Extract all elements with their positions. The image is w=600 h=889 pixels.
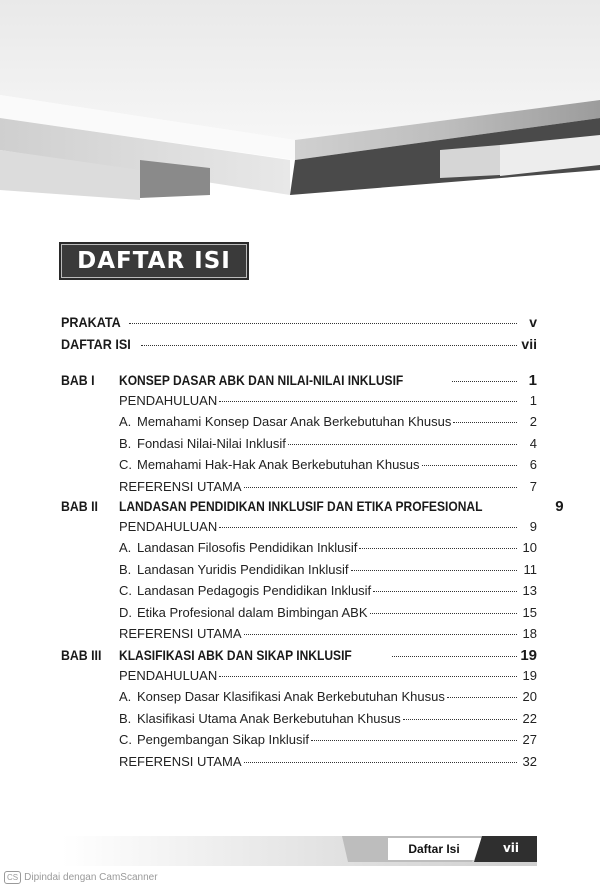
toc-page-number: 10 bbox=[522, 540, 537, 556]
toc-entry-text: Memahami Konsep Dasar Anak Berkebutuhan Khusus bbox=[137, 414, 452, 430]
leader-dots bbox=[359, 548, 517, 549]
leader-dots bbox=[373, 591, 517, 592]
toc-entry-text: Landasan Filosofis Pendidikan Inklusif bbox=[137, 540, 358, 556]
toc-entry-label bbox=[119, 583, 371, 598]
toc-page-number: vii bbox=[521, 336, 537, 352]
toc-page-number: 15 bbox=[522, 604, 537, 620]
leader-dots bbox=[403, 719, 517, 720]
toc-entry-text: Konsep Dasar Klasifikasi Anak Berkebutuhan Khusus bbox=[137, 689, 445, 705]
leader-dots bbox=[422, 465, 517, 466]
toc-section-row[interactable] bbox=[119, 754, 537, 769]
toc-page-number: v bbox=[529, 314, 537, 330]
toc-entry-label bbox=[119, 605, 368, 620]
toc-entry-label bbox=[119, 689, 445, 704]
toc-page-number: 13 bbox=[522, 583, 537, 599]
toc-page-number: 20 bbox=[522, 689, 537, 705]
toc-chapter-row[interactable] bbox=[119, 498, 564, 515]
toc-entry-letter: D. bbox=[119, 604, 132, 620]
leader-dots bbox=[447, 697, 517, 698]
toc-entry-letter: C. bbox=[119, 583, 132, 599]
toc-entry-letter: A. bbox=[119, 540, 132, 556]
toc-entry-label: PENDAHULUAN bbox=[119, 519, 218, 534]
toc-chapter-row[interactable] bbox=[119, 647, 537, 664]
toc-entry-text: Fondasi Nilai-Nilai Inklusif bbox=[137, 435, 286, 451]
toc-section-row[interactable] bbox=[119, 540, 537, 555]
toc-section-row[interactable] bbox=[119, 626, 537, 641]
toc-entry-letter: B. bbox=[119, 710, 132, 726]
toc-entry-label: KONSEP DASAR ABK DAN NILAI-NILAI INKLUSIF bbox=[119, 372, 404, 388]
leader-dots bbox=[288, 444, 517, 445]
toc-page-number: 32 bbox=[522, 753, 537, 769]
toc-entry-label: REFERENSI UTAMA bbox=[119, 753, 242, 769]
camscanner-badge: CS bbox=[4, 871, 21, 884]
toc-page-number: 6 bbox=[529, 457, 537, 473]
scanner-watermark bbox=[4, 871, 158, 884]
leader-dots bbox=[452, 381, 517, 382]
leader-dots bbox=[392, 656, 517, 657]
toc-entry-text: Memahami Hak-Hak Anak Berkebutuhan Khusus bbox=[137, 457, 420, 473]
leader-dots bbox=[244, 634, 517, 635]
toc-section-row[interactable] bbox=[119, 393, 537, 408]
toc-entry-text: Landasan Pedagogis Pendidikan Inklusif bbox=[137, 583, 372, 599]
toc-section-row[interactable] bbox=[119, 583, 537, 598]
toc-section-row[interactable] bbox=[119, 479, 537, 494]
toc-entry-letter: C. bbox=[119, 457, 132, 473]
toc-section-row[interactable] bbox=[119, 562, 537, 577]
toc-entry-label: REFERENSI UTAMA bbox=[119, 626, 242, 641]
toc-front-matter-row[interactable] bbox=[61, 336, 537, 352]
toc-page-number: 11 bbox=[523, 561, 537, 577]
leader-dots bbox=[370, 613, 517, 614]
toc-page-number: 1 bbox=[529, 393, 537, 408]
chapter-code: BAB III bbox=[61, 647, 102, 663]
toc-front-matter-row[interactable] bbox=[61, 314, 537, 330]
leader-dots bbox=[141, 345, 517, 346]
toc-entry-text: Klasifikasi Utama Anak Berkebutuhan Khusus bbox=[137, 710, 401, 726]
toc-entry-label bbox=[119, 562, 349, 577]
toc-entry-label: LANDASAN PENDIDIKAN INKLUSIF DAN ETIKA PROFESIONAL bbox=[119, 498, 483, 514]
leader-dots bbox=[129, 323, 517, 324]
toc-entry-label: PENDAHULUAN bbox=[119, 668, 218, 683]
toc-page-number: 4 bbox=[529, 435, 537, 451]
toc-entry-label: REFERENSI UTAMA bbox=[119, 478, 242, 494]
toc-page-number: 27 bbox=[522, 732, 537, 748]
toc-section-row[interactable] bbox=[119, 519, 537, 534]
chapter-code: BAB I bbox=[61, 372, 95, 388]
leader-dots bbox=[311, 740, 517, 741]
toc-section-row[interactable] bbox=[119, 436, 537, 451]
toc-entry-label bbox=[119, 436, 286, 451]
toc-title-box bbox=[59, 242, 249, 280]
leader-dots bbox=[219, 401, 517, 402]
toc-entry-letter: B. bbox=[119, 435, 132, 451]
page-title: DAFTAR ISI bbox=[77, 248, 231, 274]
toc-entry-label: DAFTAR ISI bbox=[61, 336, 131, 352]
toc-entry-label: PRAKATA bbox=[61, 314, 121, 330]
toc-entry-letter: A. bbox=[119, 414, 132, 430]
leader-dots bbox=[219, 676, 517, 677]
toc-section-row[interactable] bbox=[119, 605, 537, 620]
toc-entry-letter: A. bbox=[119, 689, 132, 705]
toc-entry-label: PENDAHULUAN bbox=[119, 393, 218, 408]
leader-dots bbox=[244, 487, 517, 488]
toc-section-row[interactable] bbox=[119, 711, 537, 726]
toc-page-number: 22 bbox=[522, 710, 537, 726]
toc-entry-label bbox=[119, 540, 357, 555]
toc-section-row[interactable] bbox=[119, 732, 537, 747]
toc-entry-label bbox=[119, 414, 451, 429]
toc-section-row[interactable] bbox=[119, 457, 537, 472]
toc-chapter-row[interactable] bbox=[119, 372, 537, 389]
toc-section-row[interactable] bbox=[119, 414, 537, 429]
toc-page-number: 9 bbox=[555, 498, 564, 515]
toc-entry-label: KLASIFIKASI ABK DAN SIKAP INKLUSIF bbox=[119, 647, 352, 663]
leader-dots bbox=[453, 422, 517, 423]
toc-page-number: 2 bbox=[529, 414, 537, 430]
toc-page-number: 9 bbox=[529, 519, 537, 534]
leader-dots bbox=[351, 570, 517, 571]
toc-page-number: 1 bbox=[528, 372, 537, 389]
toc-entry-letter: C. bbox=[119, 732, 132, 748]
leader-dots bbox=[244, 762, 517, 763]
toc-page-number: 7 bbox=[529, 478, 537, 494]
chapter-code: BAB II bbox=[61, 498, 98, 514]
leader-dots bbox=[219, 527, 517, 528]
toc-entry-label bbox=[119, 711, 401, 726]
toc-entry-letter: B. bbox=[119, 561, 132, 577]
header-3d-banner bbox=[0, 0, 600, 205]
toc-page-number: 18 bbox=[522, 626, 537, 641]
toc-entry-label bbox=[119, 732, 309, 747]
footer-section-label: Daftar Isi bbox=[408, 842, 460, 856]
toc-section-row[interactable] bbox=[119, 668, 537, 683]
toc-entry-text: Etika Profesional dalam Bimbingan ABK bbox=[137, 604, 368, 620]
toc-page-number: 19 bbox=[520, 647, 537, 664]
toc-entry-text: Landasan Yuridis Pendidikan Inklusif bbox=[137, 561, 349, 577]
toc-entry-label bbox=[119, 457, 420, 472]
toc-page-number: 19 bbox=[522, 668, 537, 683]
toc-entry-text: Pengembangan Sikap Inklusif bbox=[137, 732, 310, 748]
toc-section-row[interactable] bbox=[119, 689, 537, 704]
footer-page-number: vii bbox=[502, 841, 520, 855]
scanner-text: Dipindai dengan CamScanner bbox=[24, 872, 158, 883]
